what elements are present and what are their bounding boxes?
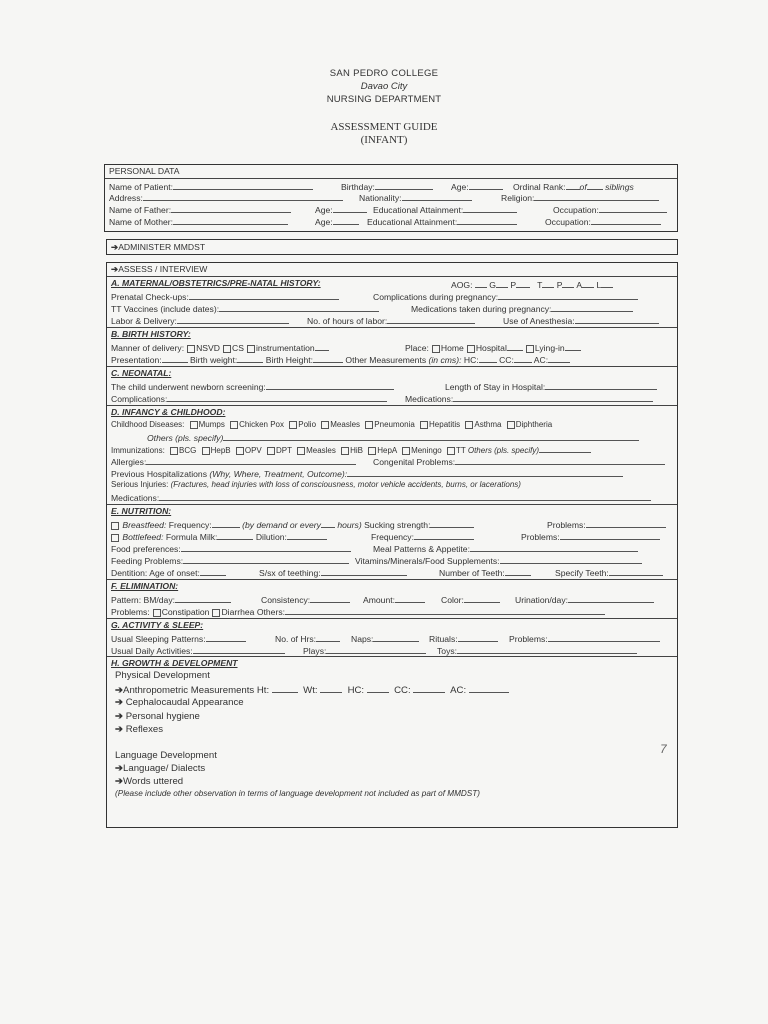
presentation-field[interactable]: [162, 353, 188, 363]
section-h-title: H. GROWTH & DEVELOPMENT: [111, 658, 238, 668]
personal-data-box: [104, 164, 678, 232]
labor-delivery-field[interactable]: [177, 314, 289, 324]
food-preferences-label: Food preferences:: [111, 544, 181, 554]
nsvd-checkbox[interactable]: [187, 345, 195, 353]
problems-field[interactable]: [560, 530, 660, 540]
words-uttered-label: Words uttered: [123, 776, 184, 787]
specify-teeth-label: Specify Teeth:: [555, 568, 609, 578]
instrumentation-field[interactable]: [315, 341, 329, 351]
birth-height-field[interactable]: [313, 353, 343, 363]
home-checkbox[interactable]: [432, 345, 440, 353]
administer-mmdst-label: ADMINISTER MMDST: [118, 242, 206, 252]
personal-hygiene-label: Personal hygiene: [125, 711, 200, 722]
urination-field[interactable]: [568, 593, 654, 603]
language-dialects-label: Language/ Dialects: [123, 763, 206, 774]
hc-field[interactable]: [367, 683, 389, 693]
measles-checkbox[interactable]: [321, 421, 329, 429]
frequency-label: Frequency:: [371, 532, 414, 542]
feeding-problems-field[interactable]: [183, 554, 349, 564]
elimination-others-field[interactable]: [285, 605, 605, 615]
section-g-title: G. ACTIVITY & SLEEP:: [111, 620, 204, 630]
ac-field[interactable]: [469, 683, 509, 693]
plays-field[interactable]: [326, 644, 426, 654]
home-label: Home: [440, 343, 464, 353]
hc-label: HC:: [463, 355, 479, 365]
dpt-checkbox[interactable]: [267, 447, 275, 455]
chicken-pox-label: Chicken Pox: [239, 420, 284, 429]
opv-label: OPV: [244, 446, 262, 455]
medications-label: Medications:: [405, 394, 454, 404]
hospital-field[interactable]: [507, 341, 523, 351]
sleeping-patterns-field[interactable]: [206, 632, 246, 642]
allergies-label: Allergies:: [111, 457, 147, 467]
wt-field[interactable]: [320, 683, 342, 693]
margin-mark: 7: [660, 742, 667, 756]
patient-name-label: Name of Patient:: [109, 182, 174, 192]
previous-hospitalizations-label: Previous Hospitalizations: [111, 469, 208, 479]
t-label: T: [537, 280, 543, 290]
congenital-problems-field[interactable]: [455, 455, 665, 465]
hib-label: HiB: [350, 446, 364, 455]
arrow-right-icon: ➔: [111, 242, 119, 252]
sleeping-patterns-label: Usual Sleeping Patterns:: [111, 634, 206, 644]
asthma-label: Asthma: [474, 420, 502, 429]
mother-occupation-field[interactable]: [591, 215, 661, 225]
aog-label: AOG:: [451, 280, 473, 290]
hours-labor-label: No. of hours of labor:: [307, 316, 388, 326]
medications-label: Medications:: [111, 493, 160, 503]
physical-development-heading: Physical Development: [115, 670, 210, 681]
serious-injuries-label: Serious Injuries:: [111, 480, 169, 489]
father-age-label: Age:: [315, 205, 333, 215]
wt-label: Wt:: [303, 685, 318, 696]
language-note: (Please include other observation in terms of language development not included as part of MMDST): [115, 789, 480, 798]
dilution-field[interactable]: [287, 530, 327, 540]
breastfeed-checkbox[interactable]: [111, 522, 119, 530]
prenatal-field[interactable]: [189, 290, 339, 300]
urination-label: Urination/day:: [515, 595, 569, 605]
medications-field[interactable]: [453, 392, 653, 402]
meningo-checkbox[interactable]: [402, 447, 410, 455]
a-label: A: [576, 280, 583, 290]
problems-field[interactable]: [586, 518, 666, 528]
mother-education-label: Educational Attainment:: [367, 217, 458, 227]
hours-sleep-label: No. of Hrs:: [275, 634, 317, 644]
sleep-problems-field[interactable]: [548, 632, 660, 642]
tt-vaccines-field[interactable]: [219, 302, 379, 312]
immunization-others-field[interactable]: [539, 443, 591, 453]
l-field[interactable]: [601, 278, 613, 288]
cc-label: CC:: [499, 355, 514, 365]
assess-interview-heading: ASSESS / INTERVIEW: [118, 264, 208, 274]
cs-label: CS: [231, 343, 244, 353]
hepatitis-label: Hepatitis: [429, 420, 461, 429]
frequency-field[interactable]: [414, 530, 474, 540]
tt-vaccines-label: TT Vaccines (include dates):: [111, 304, 220, 314]
college-city: Davao City: [360, 81, 408, 92]
religion-label: Religion:: [501, 193, 535, 203]
asthma-checkbox[interactable]: [465, 421, 473, 429]
color-field[interactable]: [464, 593, 500, 603]
polio-label: Polio: [298, 420, 317, 429]
specify-teeth-field[interactable]: [609, 566, 663, 576]
hepb-checkbox[interactable]: [202, 447, 210, 455]
cc-field[interactable]: [413, 683, 445, 693]
father-education-field[interactable]: [463, 203, 517, 213]
p-field[interactable]: [516, 278, 530, 288]
mumps-label: Mumps: [198, 420, 225, 429]
bcg-checkbox[interactable]: [170, 447, 178, 455]
hospital-checkbox[interactable]: [467, 345, 475, 353]
bm-per-day-label: Pattern: BM/day:: [111, 595, 176, 605]
elimination-problems-label: Problems:: [111, 607, 150, 617]
lying-in-checkbox[interactable]: [526, 345, 534, 353]
complications-pregnancy-field[interactable]: [498, 290, 638, 300]
manner-delivery-label: Manner of delivery:: [111, 343, 185, 353]
food-preferences-field[interactable]: [181, 542, 351, 552]
instrumentation-label: instrumentation: [255, 343, 315, 353]
prenatal-label: Prenatal Check-ups:: [111, 292, 189, 302]
daily-activities-label: Usual Daily Activities:: [111, 646, 193, 656]
reflexes-label: Reflexes: [125, 724, 164, 735]
place-label: Place:: [405, 343, 429, 353]
dentition-onset-label: Dentition: Age of onset:: [111, 568, 200, 578]
section-a-title: A. MATERNAL/OBSTETRICS/PRE-NATAL HISTORY:: [111, 278, 321, 288]
medications-pregnancy-label: Medications taken during pregnancy:: [411, 304, 552, 314]
sucking-strength-label: Sucking strength:: [364, 520, 431, 530]
father-name-label: Name of Father:: [109, 205, 172, 215]
mother-age-label: Age:: [315, 217, 333, 227]
father-name-field[interactable]: [171, 203, 291, 213]
formula-milk-label: Formula Milk:: [165, 532, 218, 542]
ac-label: AC:: [533, 355, 549, 365]
nsvd-label: NSVD: [196, 343, 220, 353]
problems-label: Problems:: [547, 520, 586, 530]
constipation-label: Constipation: [161, 607, 210, 617]
frequency-field[interactable]: [212, 518, 240, 528]
p2-field[interactable]: [562, 278, 574, 288]
vitamins-field[interactable]: [500, 554, 642, 564]
daily-activities-field[interactable]: [193, 644, 285, 654]
medications-field[interactable]: [159, 491, 651, 501]
mother-occupation-label: Occupation:: [545, 217, 591, 227]
siblings-label: siblings: [605, 182, 634, 192]
toys-field[interactable]: [457, 644, 637, 654]
hours-field[interactable]: [321, 518, 335, 528]
complications-pregnancy-label: Complications during pregnancy:: [373, 292, 499, 302]
aog-field[interactable]: [475, 278, 487, 288]
congenital-problems-label: Congenital Problems:: [373, 457, 456, 467]
hours-labor-field[interactable]: [387, 314, 475, 324]
address-field[interactable]: [143, 191, 343, 201]
birthday-field[interactable]: [375, 180, 433, 190]
patient-name-field[interactable]: [173, 180, 313, 190]
ht-field[interactable]: [272, 683, 298, 693]
feeding-problems-label: Feeding Problems:: [111, 556, 184, 566]
hib-checkbox[interactable]: [341, 447, 349, 455]
mother-name-field[interactable]: [173, 215, 288, 225]
hospital-label: Hospital: [475, 343, 507, 353]
form-subtitle: (INFANT): [360, 134, 408, 146]
arrow-right-icon: ➔: [115, 724, 124, 735]
birth-weight-label: Birth weight:: [190, 355, 238, 365]
siblings-count-field[interactable]: [587, 180, 603, 190]
toys-label: Toys:: [437, 646, 458, 656]
diarrhea-label: Diarrhea: [221, 607, 255, 617]
naps-field[interactable]: [373, 632, 419, 642]
bottlefeed-label: Bottlefeed:: [122, 532, 164, 542]
hours-sleep-field[interactable]: [316, 632, 340, 642]
ac-field[interactable]: [548, 353, 570, 363]
section-f-title: F. ELIMINATION:: [111, 581, 179, 591]
anesthesia-label: Use of Anesthesia:: [503, 316, 575, 326]
form-title: ASSESSMENT GUIDE: [330, 121, 438, 133]
ordinal-rank-label: Ordinal Rank:: [513, 182, 566, 192]
rituals-label: Rituals:: [429, 634, 458, 644]
mother-education-field[interactable]: [457, 215, 517, 225]
lying-in-field[interactable]: [565, 341, 581, 351]
arrow-right-icon: ➔: [115, 763, 124, 774]
constipation-checkbox[interactable]: [153, 609, 161, 617]
length-stay-label: Length of Stay in Hospital:: [445, 382, 546, 392]
p2-label: P: [556, 280, 563, 290]
number-teeth-field[interactable]: [505, 566, 531, 576]
cc-label: CC:: [394, 685, 411, 696]
rituals-field[interactable]: [458, 632, 498, 642]
elimination-others-label: Others:: [256, 607, 286, 617]
medications-pregnancy-field[interactable]: [551, 302, 633, 312]
previous-hospitalizations-field[interactable]: [347, 467, 623, 477]
teething-signs-label: S/sx of teething:: [259, 568, 321, 578]
diarrhea-checkbox[interactable]: [212, 609, 220, 617]
lying-in-label: Lying-in: [534, 343, 565, 353]
l-label: L: [596, 280, 602, 290]
sleep-problems-label: Problems:: [509, 634, 548, 644]
breastfeed-label: Breastfeed:: [122, 520, 167, 530]
birth-height-label: Birth Height:: [265, 355, 314, 365]
others-specify-field[interactable]: [223, 431, 639, 441]
hc-field[interactable]: [479, 353, 497, 363]
hepatitis-checkbox[interactable]: [420, 421, 428, 429]
cs-checkbox[interactable]: [223, 345, 231, 353]
dpt-label: DPT: [276, 446, 292, 455]
complications-label: Complications:: [111, 394, 168, 404]
p-label: P: [510, 280, 517, 290]
color-label: Color:: [441, 595, 464, 605]
pneumonia-checkbox[interactable]: [365, 421, 373, 429]
bm-per-day-field[interactable]: [175, 593, 231, 603]
anthropometric-label: Anthropometric Measurements Ht:: [123, 685, 270, 696]
section-e-title: E. NUTRITION:: [111, 506, 172, 516]
age-field[interactable]: [469, 180, 503, 190]
allergies-field[interactable]: [146, 455, 356, 465]
father-age-field[interactable]: [333, 203, 367, 213]
other-measurements-label: Other Measurements: [345, 355, 427, 365]
labor-delivery-label: Labor & Delivery:: [111, 316, 177, 326]
address-label: Address:: [109, 193, 143, 203]
meal-patterns-label: Meal Patterns & Appetite:: [373, 544, 470, 554]
mother-age-field[interactable]: [333, 215, 359, 225]
dilution-label: Dilution:: [255, 532, 287, 542]
mumps-checkbox[interactable]: [190, 421, 198, 429]
cc-field[interactable]: [514, 353, 532, 363]
college-name: SAN PEDRO COLLEGE: [329, 68, 439, 79]
opv-checkbox[interactable]: [236, 447, 244, 455]
pneumonia-label: Pneumonia: [374, 420, 415, 429]
measles-label: Measles: [330, 420, 361, 429]
polio-checkbox[interactable]: [289, 421, 297, 429]
tt-checkbox[interactable]: [447, 447, 455, 455]
religion-field[interactable]: [534, 191, 659, 201]
anesthesia-field[interactable]: [575, 314, 659, 324]
hours-label: hours): [337, 520, 362, 530]
number-teeth-label: Number of Teeth:: [439, 568, 505, 578]
consistency-label: Consistency:: [261, 595, 311, 605]
birthday-label: Birthday:: [341, 182, 375, 192]
hc-label: HC:: [347, 685, 365, 696]
birth-weight-field[interactable]: [237, 353, 263, 363]
instrumentation-checkbox[interactable]: [247, 345, 255, 353]
section-d-title: D. INFANCY & CHILDHOOD:: [111, 407, 226, 417]
mother-name-label: Name of Mother:: [109, 217, 173, 227]
nationality-label: Nationality:: [359, 193, 402, 203]
others-specify-label: Others (pls. specify): [147, 433, 224, 443]
immunizations-label: Immunizations:: [111, 446, 165, 455]
g-label: G: [489, 280, 496, 290]
language-development-heading: Language Development: [115, 750, 217, 761]
length-stay-field[interactable]: [545, 380, 657, 390]
teething-signs-field[interactable]: [321, 566, 407, 576]
bcg-label: BCG: [179, 446, 197, 455]
naps-label: Naps:: [351, 634, 374, 644]
by-demand-label: (by demand or every: [242, 520, 321, 530]
a-field[interactable]: [582, 278, 594, 288]
department-name: NURSING DEPARTMENT: [326, 94, 442, 105]
father-occupation-label: Occupation:: [553, 205, 599, 215]
amount-field[interactable]: [395, 593, 425, 603]
sucking-strength-field[interactable]: [430, 518, 474, 528]
diphtheria-checkbox[interactable]: [507, 421, 515, 429]
arrow-right-icon: ➔: [115, 685, 124, 696]
father-education-label: Educational Attainment:: [373, 205, 464, 215]
amount-label: Amount:: [363, 595, 396, 605]
arrow-right-icon: ➔: [115, 776, 124, 787]
meningo-label: Meningo: [411, 446, 442, 455]
chicken-pox-checkbox[interactable]: [230, 421, 238, 429]
tt-label: TT: [455, 446, 466, 455]
ordinal-rank-field[interactable]: [566, 180, 580, 190]
in-cms-label: (in cms):: [428, 355, 462, 365]
problems-label: Problems:: [521, 532, 560, 542]
newborn-screening-label: The child underwent newborn screening:: [111, 382, 266, 392]
arrow-right-icon: ➔: [111, 264, 119, 274]
serious-injuries-note: (Fractures, head injuries with loss of consciousness, motor vehicle accidents, burns, or lacerations): [170, 480, 521, 489]
plays-label: Plays:: [303, 646, 327, 656]
nationality-field[interactable]: [402, 191, 472, 201]
ac-label: AC:: [450, 685, 467, 696]
section-b-title: B. BIRTH HISTORY:: [111, 329, 191, 339]
hepa-checkbox[interactable]: [368, 447, 376, 455]
father-occupation-field[interactable]: [599, 203, 667, 213]
of-label: of: [579, 182, 587, 192]
cephalocaudal-label: Cephalocaudal Appearance: [125, 697, 244, 708]
diphtheria-label: Diphtheria: [515, 420, 553, 429]
arrow-right-icon: ➔: [115, 697, 124, 708]
vitamins-label: Vitamins/Minerals/Food Supplements:: [355, 556, 500, 566]
hepa-label: HepA: [377, 446, 397, 455]
frequency-label: Frequency:: [168, 520, 212, 530]
childhood-diseases-label: Childhood Diseases:: [111, 420, 185, 429]
formula-milk-field[interactable]: [217, 530, 253, 540]
age-label: Age:: [451, 182, 469, 192]
administer-mmdst-box: [106, 239, 678, 255]
assess-interview-box: [106, 262, 678, 828]
newborn-screening-field[interactable]: [266, 380, 394, 390]
personal-data-heading: PERSONAL DATA: [109, 166, 180, 176]
section-c-title: C. NEONATAL:: [111, 368, 172, 378]
dentition-onset-field[interactable]: [200, 566, 226, 576]
g-field[interactable]: [496, 278, 508, 288]
t-field[interactable]: [542, 278, 554, 288]
bottlefeed-checkbox[interactable]: [111, 534, 119, 542]
measles-vaccine-label: Measles: [306, 446, 336, 455]
presentation-label: Presentation:: [111, 355, 162, 365]
arrow-right-icon: ➔: [115, 711, 124, 722]
previous-hospitalizations-note: (Why, Where, Treatment, Outcome):: [209, 469, 348, 479]
consistency-field[interactable]: [310, 593, 350, 603]
hepb-label: HepB: [210, 446, 231, 455]
measles-vaccine-checkbox[interactable]: [297, 447, 305, 455]
complications-field[interactable]: [167, 392, 387, 402]
immunization-others-label: Others (pls. specify): [467, 446, 539, 455]
meal-patterns-field[interactable]: [470, 542, 638, 552]
